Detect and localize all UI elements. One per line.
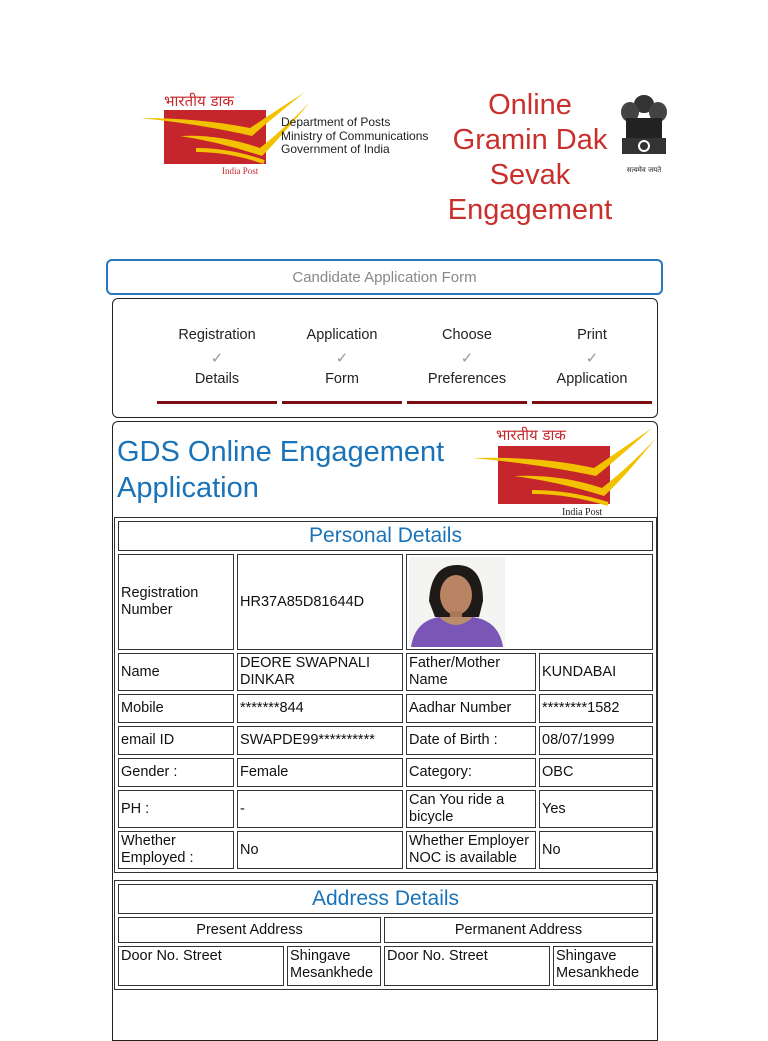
hindi-brand-text: भारतीय डाक — [164, 92, 234, 110]
mobile-label: Mobile — [118, 694, 234, 723]
step-bar — [282, 401, 402, 404]
candidate-form-label: Candidate Application Form — [106, 259, 663, 295]
step-label: Choose — [442, 327, 492, 343]
present-door-label: Door No. Street — [118, 946, 284, 986]
gender-value: Female — [237, 758, 403, 787]
title-line: Engagement — [447, 194, 613, 226]
aadhar-label: Aadhar Number — [406, 694, 536, 723]
ph-label: PH : — [118, 790, 234, 828]
title-line: Application — [117, 472, 259, 504]
employed-value: No — [237, 831, 403, 869]
step-bar — [157, 401, 277, 404]
registration-number-value: HR37A85D81644D — [237, 554, 403, 650]
bicycle-value: Yes — [539, 790, 653, 828]
permanent-door-label: Door No. Street — [384, 946, 550, 986]
personal-details-heading: Personal Details — [118, 521, 653, 551]
emblem-motto: सत्यमेव जयते — [626, 166, 662, 174]
check-icon: ✓ — [210, 350, 224, 367]
present-address-heading: Present Address — [118, 917, 381, 943]
dept-line: Ministry of Communications — [281, 128, 429, 143]
title-line: GDS Online Engagement — [117, 436, 445, 468]
title-line: Sevak — [489, 159, 571, 191]
step-label: Application — [556, 371, 628, 387]
dob-label: Date of Birth : — [406, 726, 536, 755]
step-bar — [532, 401, 652, 404]
mobile-value: *******844 — [237, 694, 403, 723]
dob-value: 08/07/1999 — [539, 726, 653, 755]
category-value: OBC — [539, 758, 653, 787]
email-value: SWAPDE99********** — [237, 726, 403, 755]
india-post-caption: India Post — [562, 507, 603, 518]
step-label: Application — [306, 327, 378, 343]
step-label: Details — [194, 371, 240, 387]
father-mother-value: KUNDABAI — [539, 653, 653, 691]
noc-label: Whether Employer NOC is available — [406, 831, 536, 869]
personal-details-table — [114, 517, 657, 873]
national-emblem-icon — [616, 90, 672, 176]
step-label: Preferences — [427, 371, 507, 387]
check-icon: ✓ — [460, 350, 474, 367]
permanent-door-value: Shingave Mesankhede — [553, 946, 653, 986]
ph-value: - — [237, 790, 403, 828]
noc-value: No — [539, 831, 653, 869]
name-label: Name — [118, 653, 234, 691]
step-registration-details[interactable] — [157, 299, 277, 419]
step-application-form[interactable] — [282, 299, 402, 419]
bicycle-label: Can You ride a bicycle — [406, 790, 536, 828]
present-door-value: Shingave Mesankhede — [287, 946, 381, 986]
step-label: Registration — [178, 327, 256, 343]
father-mother-label: Father/Mother Name — [406, 653, 536, 691]
application-title — [117, 434, 444, 506]
employed-label: Whether Employed : — [118, 831, 234, 869]
photo-cell — [406, 554, 653, 650]
step-print-application[interactable] — [532, 299, 652, 419]
title-line: Online — [488, 89, 572, 121]
category-label: Category: — [406, 758, 536, 787]
check-icon: ✓ — [585, 350, 599, 367]
title-line: Gramin Dak — [452, 124, 608, 156]
hindi-brand-text: भारतीय डाक — [496, 426, 566, 444]
email-label: email ID — [118, 726, 234, 755]
page-title — [440, 88, 620, 228]
progress-steps — [112, 298, 658, 418]
department-lines — [281, 116, 428, 157]
dept-line: Department of Posts — [281, 115, 391, 129]
step-label: Form — [325, 371, 359, 387]
india-post-logo — [470, 424, 658, 518]
step-choose-preferences[interactable] — [407, 299, 527, 419]
name-value: DEORE SWAPNALI DINKAR — [237, 653, 403, 691]
permanent-address-heading: Permanent Address — [384, 917, 653, 943]
step-label: Print — [577, 327, 607, 343]
aadhar-value: ********1582 — [539, 694, 653, 723]
step-bar — [407, 401, 527, 404]
india-post-caption: India Post — [222, 166, 259, 176]
registration-number-label: Registration Number — [118, 554, 234, 650]
address-details-table — [114, 880, 657, 990]
address-details-heading: Address Details — [118, 884, 653, 914]
candidate-photo — [409, 557, 505, 647]
check-icon: ✓ — [335, 350, 349, 367]
gender-label: Gender : — [118, 758, 234, 787]
dept-line: Government of India — [281, 142, 390, 156]
